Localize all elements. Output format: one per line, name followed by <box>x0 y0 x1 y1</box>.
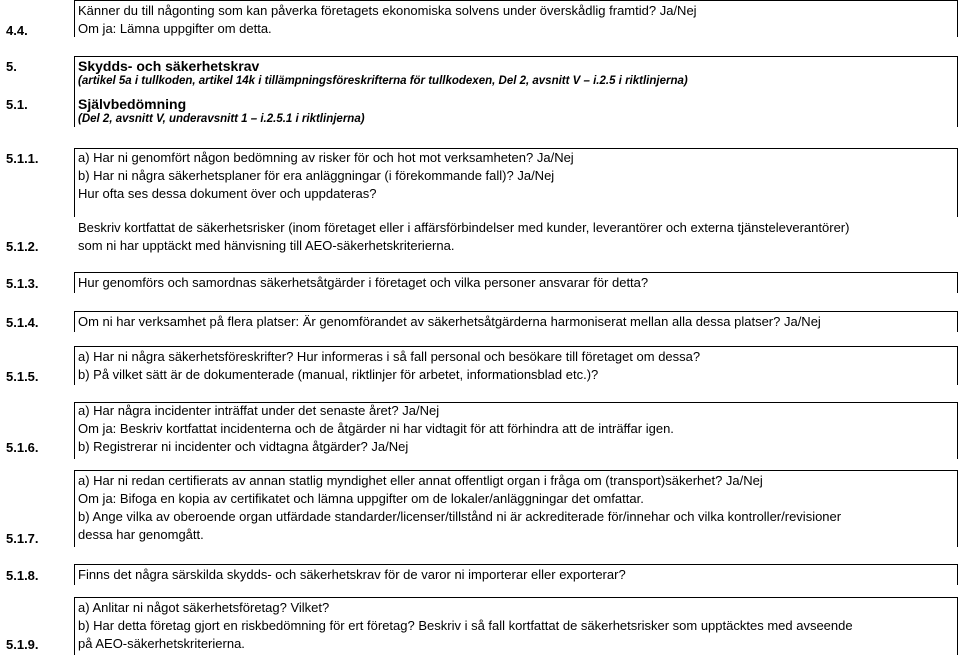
question-text <box>78 566 626 584</box>
question-line: som ni har upptäckt med hänvisning till AEO-säkerhetskriterierna. <box>78 238 455 253</box>
question-line: b) Har ni några säkerhetsplaner för era anläggningar (i förekommande fall)? Ja/Nej <box>78 168 555 183</box>
section-number: 5.1. <box>6 97 28 112</box>
question-text <box>78 219 849 255</box>
section-title: Skydds- och säkerhetskrav <box>78 58 260 74</box>
question-number: 5.1.7. <box>6 531 39 546</box>
question-text <box>78 348 700 384</box>
question-line: a) Har ni genomfört någon bedömning av risker för och hot mot verksamheten? Ja/Nej <box>78 150 574 165</box>
question-line: på AEO-säkerhetskriterierna. <box>78 636 245 651</box>
question-number: 4.4. <box>6 23 28 38</box>
question-line: dessa har genomgått. <box>78 527 204 542</box>
question-line: Hur ofta ses dessa dokument över och uppdateras? <box>78 186 377 201</box>
question-text <box>78 472 841 544</box>
question-text <box>78 149 574 203</box>
question-text <box>78 2 697 38</box>
question-line: a) Har några incidenter inträffat under det senaste året? Ja/Nej <box>78 403 440 418</box>
question-text <box>78 274 648 292</box>
question-text <box>78 402 674 456</box>
section-subtitle: (Del 2, avsnitt V, underavsnitt 1 – i.2.5.1 i riktlinjerna) <box>78 113 365 125</box>
question-number: 5.1.2. <box>6 239 39 254</box>
question-line: Finns det några särskilda skydds- och säkerhetskrav för de varor ni importerar eller exporterar? <box>78 567 626 582</box>
section-number: 5. <box>6 59 17 74</box>
question-line: Om ja: Lämna uppgifter om detta. <box>78 21 272 36</box>
question-line: a) Har ni några säkerhetsföreskrifter? Hur informeras i så fall personal och besökare till företaget om dessa? <box>78 349 701 364</box>
question-line: b) Registrerar ni incidenter och vidtagna åtgärder? Ja/Nej <box>78 439 409 454</box>
question-number: 5.1.1. <box>6 151 39 166</box>
question-line: Känner du till någonting som kan påverka företagets ekonomiska solvens under överskådlig framtid? Ja/Nej <box>78 3 697 18</box>
section-title: Självbedömning <box>78 96 187 112</box>
question-number: 5.1.5. <box>6 369 39 384</box>
section-subtitle: (artikel 5a i tullkoden, artikel 14k i tillämpningsföreskrifterna för tullkodexen, Del 2, avsnitt V – i.2.5 i riktlinjerna) <box>78 75 688 87</box>
question-line: Om ja: Bifoga en kopia av certifikatet och lämna uppgifter om de lokaler/anläggningar det omfattar. <box>78 491 644 506</box>
question-line: b) På vilket sätt är de dokumenterade (manual, riktlinjer för arbetet, informationsblad etc.)? <box>78 367 599 382</box>
question-line: b) Ange vilka av oberoende organ utfärdade standarder/licenser/tillstånd ni är ackrediterade för/innehar och vilka kontroller/revisioner <box>78 509 842 524</box>
question-line: Om ni har verksamhet på flera platser: Är genomförandet av säkerhetsåtgärderna harmoniserat mellan alla dessa platser? Ja/Nej <box>78 314 821 329</box>
question-text <box>78 313 821 331</box>
question-text <box>78 599 853 653</box>
question-line: b) Har detta företag gjort en riskbedömning för ert företag? Beskriv i så fall kortfattat de säkerhetsrisker som upptäcktes med avseende <box>78 618 853 633</box>
question-line: Om ja: Beskriv kortfattat incidenterna och de åtgärder ni har vidtagit för att förhindra att de inträffar igen. <box>78 421 674 436</box>
question-line: a) Anlitar ni något säkerhetsföretag? Vilket? <box>78 600 330 615</box>
question-number: 5.1.9. <box>6 637 39 652</box>
question-number: 5.1.3. <box>6 276 39 291</box>
question-number: 5.1.8. <box>6 568 39 583</box>
question-number: 5.1.6. <box>6 440 39 455</box>
question-line: Hur genomförs och samordnas säkerhetsåtgärder i företaget och vilka personer ansvarar för detta? <box>78 275 649 290</box>
question-line: a) Har ni redan certifierats av annan statlig myndighet eller annat offentligt organ i fråga om (transport)säkerhet? Ja/Nej <box>78 473 763 488</box>
question-line: Beskriv kortfattat de säkerhetsrisker (inom företaget eller i affärsförbindelser med kunder, leverantörer och externa tjänsteleverantörer) <box>78 220 850 235</box>
question-number: 5.1.4. <box>6 315 39 330</box>
